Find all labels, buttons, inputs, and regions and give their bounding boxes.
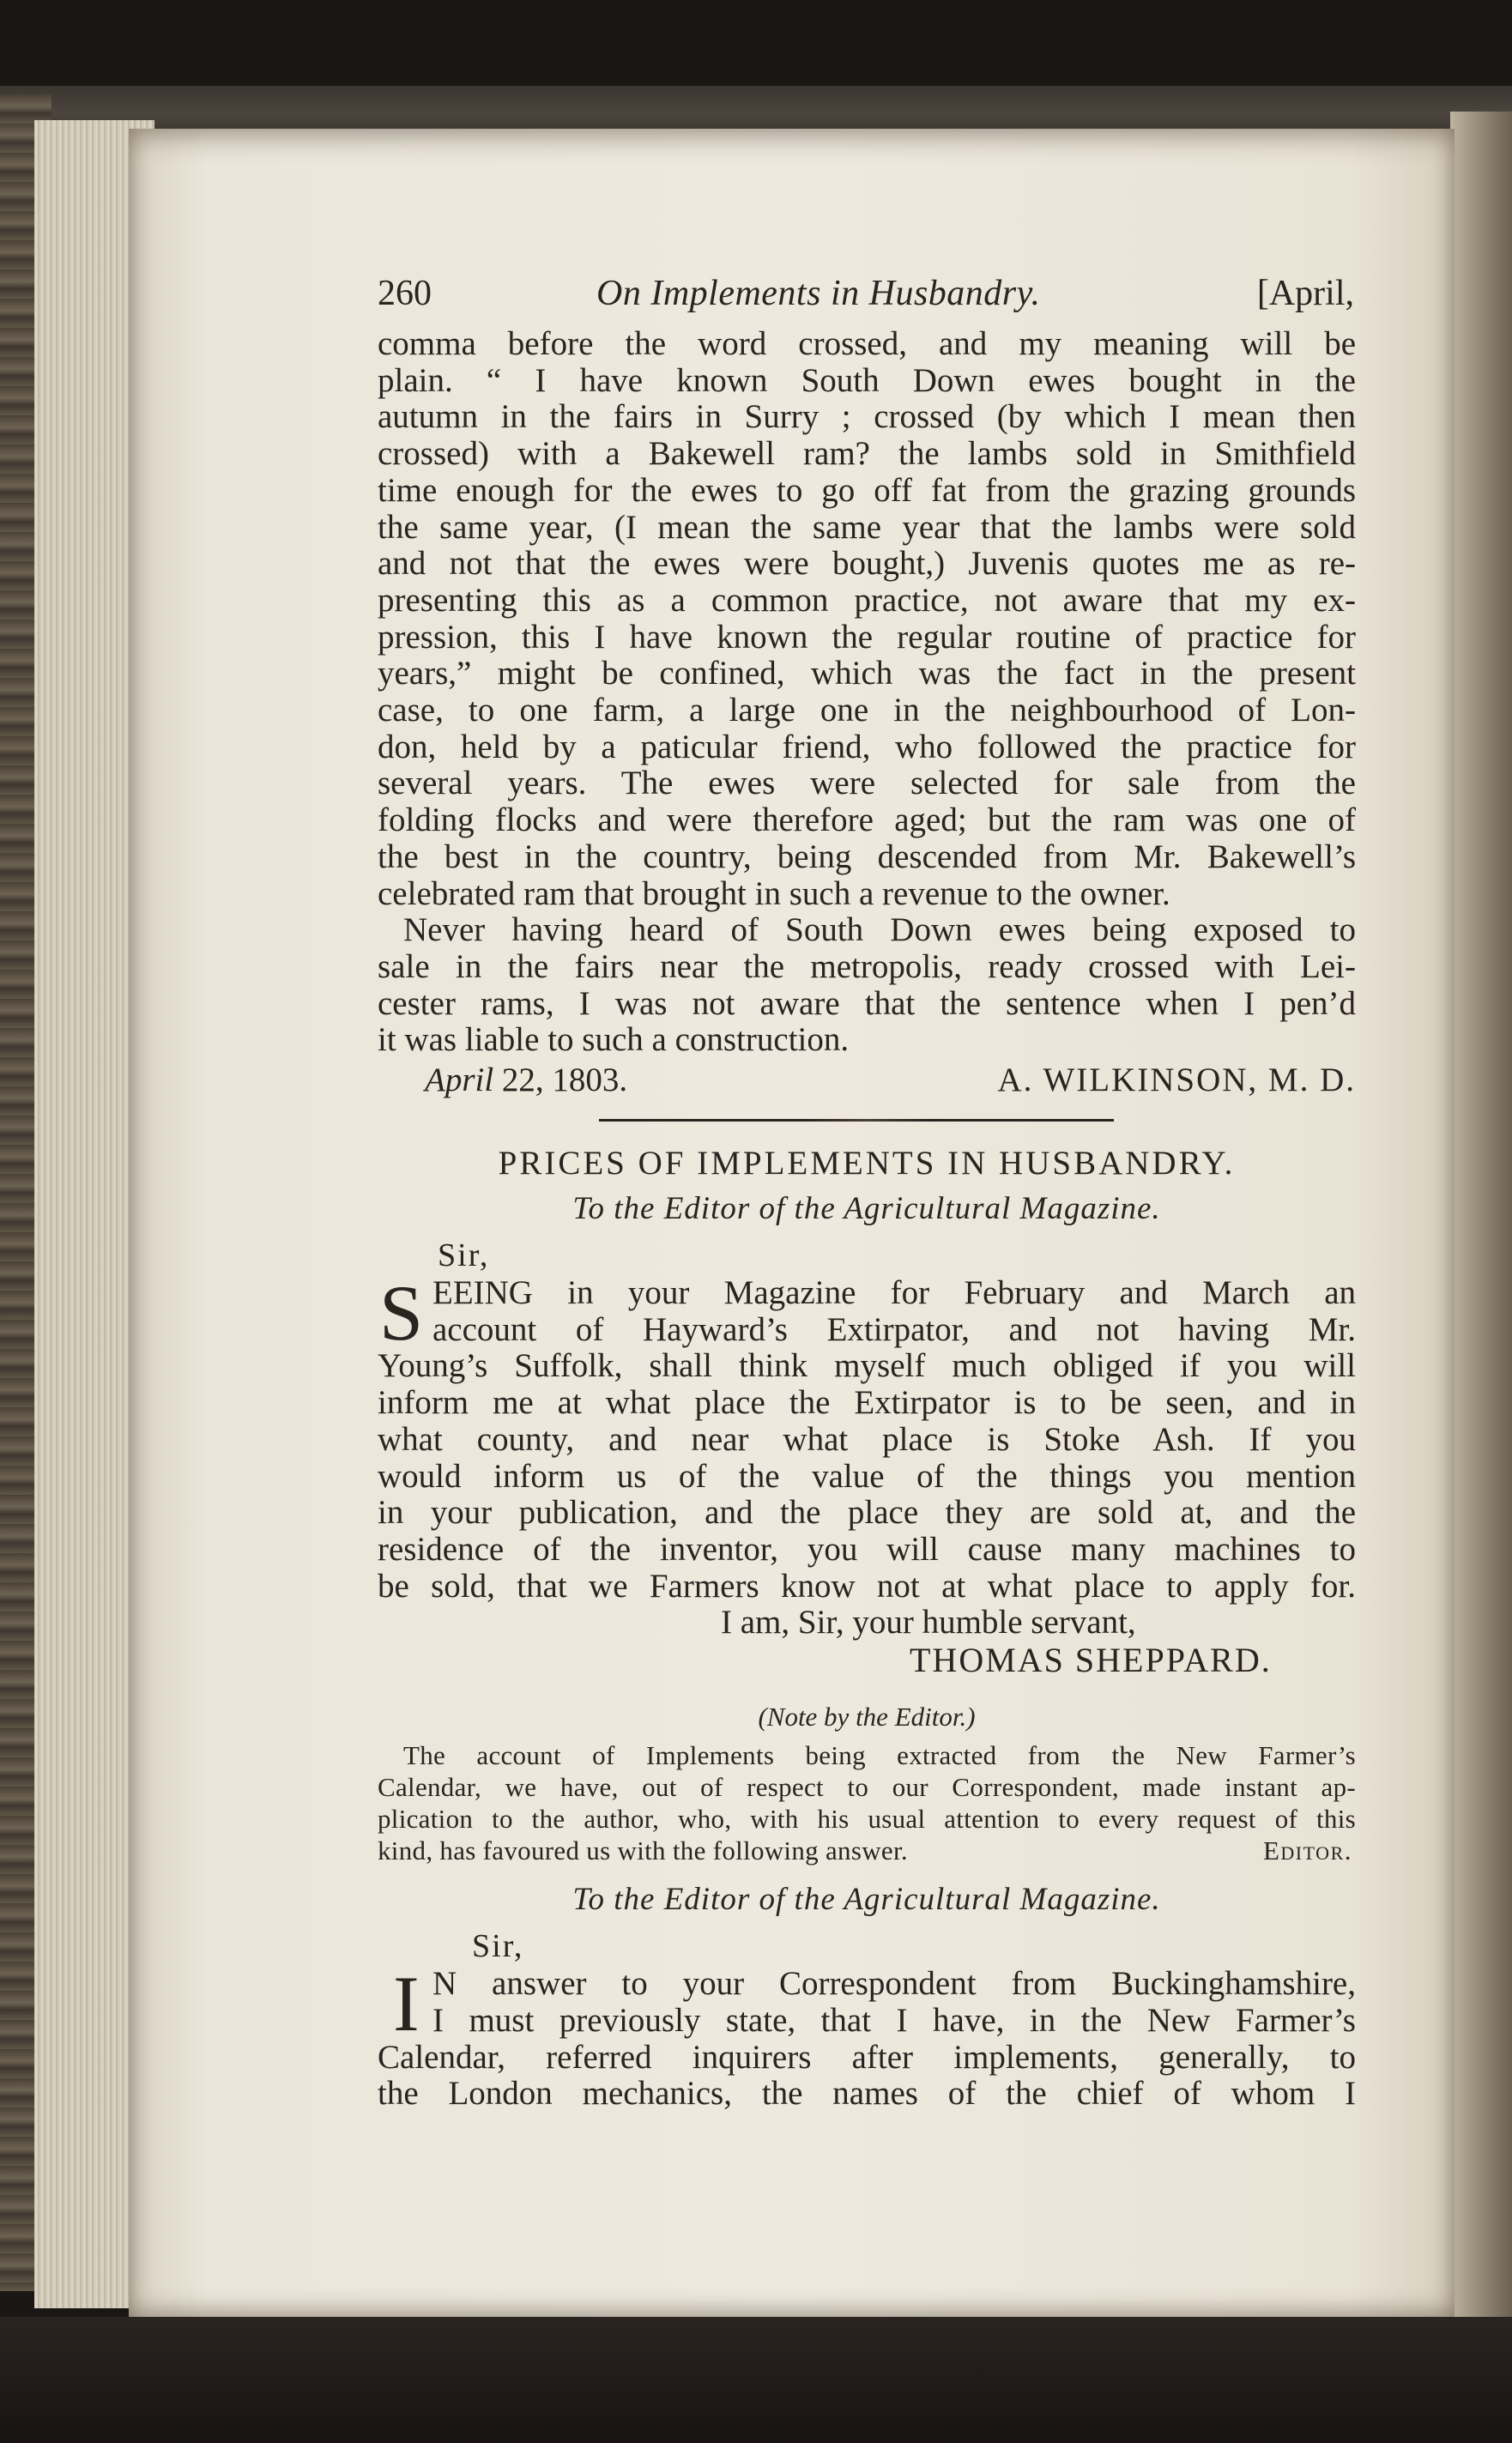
text-line: the best in the country, being descended from Mr. Bakewell’s bbox=[378, 838, 1356, 875]
text-line: Young’s Suffolk, shall think myself much obliged if you will bbox=[378, 1347, 1356, 1385]
running-head bbox=[378, 257, 1356, 326]
section-heading: PRICES OF IMPLEMENTS IN HUSBANDRY. bbox=[498, 1145, 1236, 1182]
drop-cap: S bbox=[379, 1269, 424, 1358]
second-to-editor-heading: To the Editor of the Agricultural Magazine. bbox=[572, 1882, 1161, 1918]
text-line: I must previously state, that I have, in the New Farmer’s bbox=[432, 2001, 1356, 2039]
text-line: what county, and near what place is Stoke Ash. If you bbox=[378, 1420, 1356, 1458]
book-bottom-shadow bbox=[0, 2317, 1512, 2443]
salutation: Sir, bbox=[438, 1237, 490, 1274]
text-line: plain. “ I have known South Down ewes bought in the bbox=[378, 361, 1356, 399]
text-line: and not that the ewes were bought,) Juvenis quotes me as re- bbox=[378, 545, 1356, 583]
text-line: time enough for the ewes to go off fat from the grazing grounds bbox=[378, 471, 1356, 509]
note-line: plication to the author, who, with his usual attention to every request of this bbox=[378, 1804, 1356, 1835]
text-line: case, to one farm, a large one in the neighbourhood of Lon- bbox=[378, 692, 1356, 729]
page-text bbox=[378, 257, 1356, 2113]
signoff-date-day: 22, 1803. bbox=[501, 1061, 628, 1099]
text-line: autumn in the fairs in Surry ; crossed (by which I mean then bbox=[378, 398, 1356, 436]
signoff-date bbox=[425, 1061, 627, 1099]
text-line: Never having heard of South Down ewes being exposed to bbox=[403, 911, 1356, 949]
running-month: [April, bbox=[1256, 274, 1354, 313]
note-line-text: kind, has favoured us with the following answer. bbox=[378, 1835, 908, 1866]
signoff-name: A. WILKINSON, M. D. bbox=[997, 1061, 1356, 1099]
letter-body bbox=[378, 1269, 1356, 1605]
text-line: in your publication, and the place they are sold at, and the bbox=[378, 1494, 1356, 1532]
text-line: pression, this I have known the regular routine of practice for bbox=[378, 618, 1356, 656]
text-line: don, held by a paticular friend, who followed the practice for bbox=[378, 728, 1356, 765]
text-line: celebrated ram that brought in such a revenue to the owner. bbox=[378, 874, 1170, 912]
text-line: several years. The ewes were selected for sale from the bbox=[378, 765, 1356, 802]
second-letter-body bbox=[378, 1960, 1356, 2113]
closing-line: I am, Sir, your humble servant, bbox=[721, 1604, 1136, 1642]
text-line: crossed) with a Bakewell ram? the lambs sold in Smithfield bbox=[378, 435, 1356, 473]
second-salutation: Sir, bbox=[472, 1928, 524, 1965]
section-divider bbox=[378, 1102, 1356, 1136]
text-line: Calendar, referred inquirers after implements, generally, to bbox=[378, 2038, 1356, 2076]
text-line: N answer to your Correspondent from Buckinghamshire, bbox=[432, 1965, 1356, 2003]
signoff bbox=[378, 1061, 1356, 1102]
to-editor-heading: To the Editor of the Agricultural Magazine. bbox=[572, 1191, 1161, 1227]
editor-note-heading: (Note by the Editor.) bbox=[758, 1702, 976, 1732]
text-line: it was liable to such a construction. bbox=[378, 1021, 850, 1059]
second-drop-cap: I bbox=[393, 1960, 420, 2048]
text-line: EEING in your Magazine for February and March an bbox=[432, 1274, 1356, 1312]
text-line: residence of the inventor, you will cause many machines to bbox=[378, 1530, 1356, 1568]
note-line: Calendar, we have, out of respect to our Correspondent, made instant ap- bbox=[378, 1772, 1356, 1803]
running-title: On Implements in Husbandry. bbox=[596, 274, 1041, 313]
editor-note bbox=[378, 1739, 1356, 1866]
signoff-date-month: April bbox=[425, 1061, 494, 1099]
page-number: 260 bbox=[378, 274, 432, 313]
second-paragraph bbox=[378, 912, 1356, 1059]
text-line: sale in the fairs near the metropolis, ready crossed with Lei- bbox=[378, 947, 1356, 985]
closing-signature: THOMAS SHEPPARD. bbox=[910, 1641, 1272, 1680]
text-line: presenting this as a common practice, not aware that my ex- bbox=[378, 581, 1356, 619]
page-stack-right bbox=[1450, 112, 1512, 2325]
text-line: cester rams, I was not aware that the sentence when I pen’d bbox=[378, 984, 1356, 1022]
text-line: account of Hayward’s Extirpator, and not having Mr. bbox=[432, 1310, 1356, 1348]
text-line: years,” might be confined, which was the fact in the present bbox=[378, 655, 1356, 692]
text-line: be sold, that we Farmers know not at what place to apply for. bbox=[378, 1567, 1356, 1605]
note-signature: Editor. bbox=[1262, 1835, 1352, 1866]
divider-line bbox=[599, 1119, 1114, 1122]
text-line: inform me at what place the Extirpator is to be seen, and in bbox=[378, 1384, 1356, 1422]
text-line: would inform us of the value of the things you mention bbox=[378, 1457, 1356, 1495]
text-line: the London mechanics, the names of the chief of whom I bbox=[378, 2075, 1356, 2113]
text-line: comma before the word crossed, and my meaning will be bbox=[378, 325, 1356, 362]
text-line: the same year, (I mean the same year that the lambs were sold bbox=[378, 508, 1356, 546]
note-line bbox=[378, 1835, 1356, 1866]
opening-paragraph bbox=[378, 326, 1356, 912]
text-line: folding flocks and were therefore aged; but the ram was one of bbox=[378, 801, 1356, 839]
note-line: The account of Implements being extracted from the New Farmer’s bbox=[403, 1740, 1356, 1771]
